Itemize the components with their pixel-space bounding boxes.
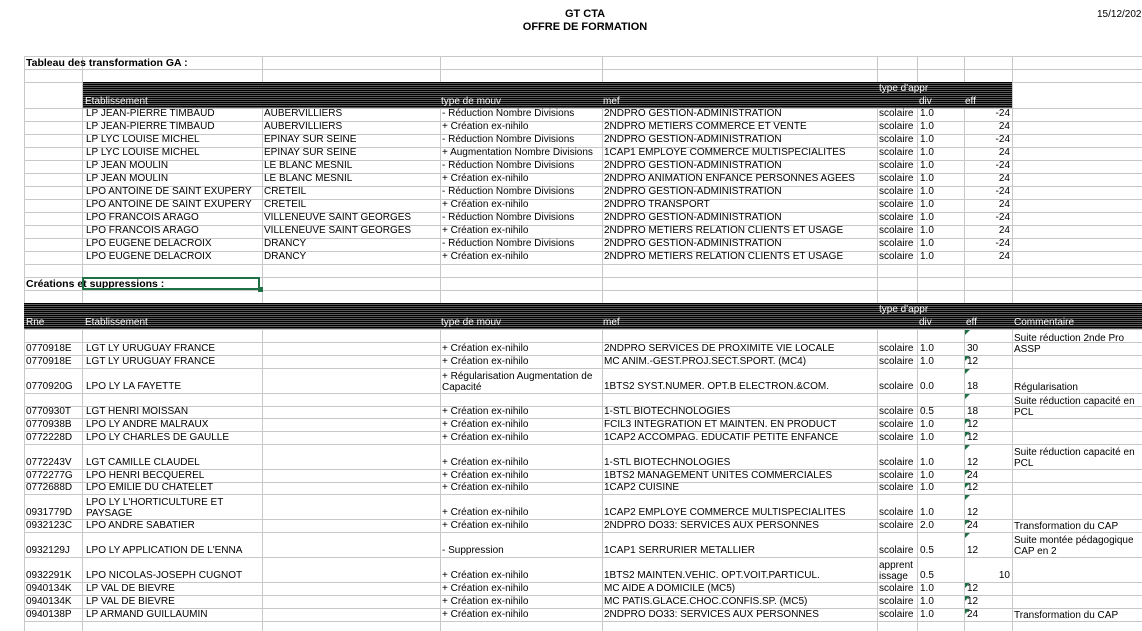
cell-eff: 10 bbox=[998, 570, 1010, 581]
cell-etablissement: LP VAL DE BIEVRE bbox=[86, 596, 175, 607]
cell-type-appr: scolaire bbox=[879, 343, 914, 354]
cell-type-appr: scolaire bbox=[879, 381, 914, 392]
cell-mef: 1CAP1 EMPLOYE COMMERCE MULTISPECIALITES bbox=[604, 147, 846, 158]
cell-type-appr: scolaire bbox=[879, 583, 914, 594]
cell-commentaire: Suite réduction capacité en PCL bbox=[1014, 396, 1135, 418]
cell-mef: MC ANIM.-GEST.PROJ.SECT.SPORT. (MC4) bbox=[604, 356, 807, 367]
cell-warning-triangle[interactable] bbox=[965, 432, 970, 437]
cell-type-mouv: + Création ex-nihilo bbox=[442, 121, 529, 132]
cell-commune: LE BLANC MESNIL bbox=[264, 160, 353, 171]
cell-div: 1.0 bbox=[920, 212, 934, 223]
cell-eff: 24 bbox=[967, 520, 979, 531]
cell-type-mouv: + Création ex-nihilo bbox=[442, 583, 529, 594]
cell-commentaire: Transformation du CAP bbox=[1014, 610, 1119, 621]
cell-eff: -24 bbox=[995, 108, 1010, 119]
cell-div: 0.5 bbox=[920, 570, 934, 581]
cell-mef: 2NDPRO TRANSPORT bbox=[604, 199, 710, 210]
cell-eff: -24 bbox=[995, 134, 1010, 145]
cell-etablissement: LP LYC LOUISE MICHEL bbox=[86, 147, 200, 158]
cell-mef: 2NDPRO METIERS COMMERCE ET VENTE bbox=[604, 121, 807, 132]
cell-eff: 24 bbox=[998, 199, 1010, 210]
cell-eff: 12 bbox=[967, 507, 979, 518]
cell-type-appr: scolaire bbox=[879, 419, 914, 430]
cell-eff: 18 bbox=[967, 406, 979, 417]
cell-warning-triangle[interactable] bbox=[965, 533, 970, 538]
cell-rne: 0932291K bbox=[26, 570, 72, 581]
cell-commentaire: Suite réduction capacité en PCL bbox=[1014, 447, 1135, 469]
cell-div: 1.0 bbox=[920, 583, 934, 594]
table2-header-rne: Rne bbox=[26, 317, 45, 328]
cell-type-appr: scolaire bbox=[879, 251, 914, 262]
cell-div: 1.0 bbox=[920, 121, 934, 132]
page-subtitle: OFFRE DE FORMATION bbox=[522, 21, 648, 33]
cell-type-appr: scolaire bbox=[879, 432, 914, 443]
cell-mef: 2NDPRO GESTION-ADMINISTRATION bbox=[604, 160, 782, 171]
cell-type-mouv: + Création ex-nihilo bbox=[442, 507, 529, 518]
cell-commune: CRETEIL bbox=[264, 186, 307, 197]
cell-warning-triangle[interactable] bbox=[965, 596, 970, 601]
table1-header-typeapp: type d'appr bbox=[879, 83, 929, 94]
cell-type-mouv: - Réduction Nombre Divisions bbox=[442, 160, 575, 171]
cell-div: 0.5 bbox=[920, 406, 934, 417]
cell-etablissement: LP JEAN-PIERRE TIMBAUD bbox=[86, 121, 215, 132]
cell-commune: EPINAY SUR SEINE bbox=[264, 147, 357, 158]
cell-type-appr: scolaire bbox=[879, 108, 914, 119]
cell-warning-triangle[interactable] bbox=[965, 609, 970, 614]
cell-warning-triangle[interactable] bbox=[965, 470, 970, 475]
cell-div: 1.0 bbox=[920, 173, 934, 184]
cell-rne: 0772228D bbox=[26, 432, 73, 443]
cell-div: 1.0 bbox=[920, 199, 934, 210]
cell-type-mouv: + Création ex-nihilo bbox=[442, 432, 529, 443]
cell-warning-triangle[interactable] bbox=[965, 356, 970, 361]
cell-mef: 1BTS2 SYST.NUMER. OPT.B ELECTRON.&COM. bbox=[604, 381, 830, 392]
cell-type-mouv: + Création ex-nihilo bbox=[442, 356, 529, 367]
cell-div: 1.0 bbox=[920, 507, 934, 518]
print-date: 15/12/202 bbox=[1097, 9, 1142, 20]
cell-warning-triangle[interactable] bbox=[965, 330, 970, 335]
cell-etablissement: LP JEAN-PIERRE TIMBAUD bbox=[86, 108, 215, 119]
cell-commune: EPINAY SUR SEINE bbox=[264, 134, 357, 145]
cell-div: 1.0 bbox=[920, 108, 934, 119]
cell-mef: 2NDPRO DO33: SERVICES AUX PERSONNES bbox=[604, 520, 819, 531]
cell-etablissement: LPO ANDRE SABATIER bbox=[86, 520, 195, 531]
table2-header-type: type de mouv bbox=[441, 317, 502, 328]
cell-mef: 1CAP2 CUISINE bbox=[604, 482, 680, 493]
cell-etablissement: LP VAL DE BIEVRE bbox=[86, 583, 175, 594]
cell-div: 1.0 bbox=[920, 609, 934, 620]
cell-etablissement: LPO ANTOINE DE SAINT EXUPERY bbox=[86, 186, 252, 197]
cell-eff: 12 bbox=[967, 545, 979, 556]
table2-header-mef: mef bbox=[603, 317, 620, 328]
cell-type-mouv: + Création ex-nihilo bbox=[442, 457, 529, 468]
cell-type-appr: scolaire bbox=[879, 406, 914, 417]
cell-eff: -24 bbox=[995, 238, 1010, 249]
cell-mef: MC AIDE A DOMICILE (MC5) bbox=[604, 583, 736, 594]
cell-mef: 1BTS2 MAINTEN.VEHIC. OPT.VOIT.PARTICUL. bbox=[604, 570, 820, 581]
cell-type-mouv: + Création ex-nihilo bbox=[442, 520, 529, 531]
cell-type-mouv: + Création ex-nihilo bbox=[442, 609, 529, 620]
table1-header-type: type de mouv bbox=[441, 96, 502, 107]
cell-mef: 2NDPRO SERVICES DE PROXIMITE VIE LOCALE bbox=[604, 343, 835, 354]
cell-type-mouv: + Création ex-nihilo bbox=[442, 570, 529, 581]
cell-mef: 2NDPRO GESTION-ADMINISTRATION bbox=[604, 108, 782, 119]
cell-mef: 1BTS2 MANAGEMENT UNITES COMMERCIALES bbox=[604, 470, 833, 481]
cell-type-mouv: + Augmentation Nombre Divisions bbox=[442, 147, 593, 158]
cell-eff: 12 bbox=[967, 419, 979, 430]
cell-etablissement: LPO HENRI BECQUEREL bbox=[86, 470, 205, 481]
cell-etablissement: LPO LY ANDRE MALRAUX bbox=[86, 419, 209, 430]
cell-type-appr: scolaire bbox=[879, 482, 914, 493]
cell-type-mouv: + Création ex-nihilo bbox=[442, 343, 529, 354]
cell-eff: 24 bbox=[998, 147, 1010, 158]
cell-div: 1.0 bbox=[920, 134, 934, 145]
cell-div: 0.0 bbox=[920, 381, 934, 392]
cell-div: 1.0 bbox=[920, 470, 934, 481]
cell-div: 1.0 bbox=[920, 356, 934, 367]
cell-type-mouv: - Réduction Nombre Divisions bbox=[442, 108, 575, 119]
cell-eff: -24 bbox=[995, 212, 1010, 223]
cell-mef: MC PATIS.GLACE.CHOC.CONFIS.SP. (MC5) bbox=[604, 596, 808, 607]
table2-header-eff: eff bbox=[966, 317, 977, 328]
cell-type-appr: scolaire bbox=[879, 238, 914, 249]
cell-rne: 0770920G bbox=[26, 381, 73, 392]
cell-eff: 12 bbox=[967, 583, 979, 594]
selected-cell[interactable] bbox=[82, 277, 260, 290]
cell-div: 1.0 bbox=[920, 432, 934, 443]
cell-warning-triangle[interactable] bbox=[965, 483, 970, 488]
cell-rne: 0772688D bbox=[26, 482, 73, 493]
cell-type-appr: scolaire bbox=[879, 507, 914, 518]
cell-type-mouv: + Création ex-nihilo bbox=[442, 406, 529, 417]
cell-commentaire: Suite réduction 2nde Pro ASSP bbox=[1014, 333, 1125, 355]
cell-rne: 0772243V bbox=[26, 457, 72, 468]
cell-div: 1.0 bbox=[920, 147, 934, 158]
cell-etablissement: LGT LY URUGUAY FRANCE bbox=[86, 343, 216, 354]
cell-commune: DRANCY bbox=[264, 238, 307, 249]
cell-type-appr: scolaire bbox=[879, 470, 914, 481]
cell-commentaire: Régularisation bbox=[1014, 382, 1078, 393]
cell-commune: AUBERVILLIERS bbox=[264, 121, 343, 132]
cell-type-appr: scolaire bbox=[879, 225, 914, 236]
cell-type-mouv: + Création ex-nihilo bbox=[442, 225, 529, 236]
cell-type-mouv: + Création ex-nihilo bbox=[442, 596, 529, 607]
cell-div: 2.0 bbox=[920, 520, 934, 531]
cell-type-appr: scolaire bbox=[879, 457, 914, 468]
cell-mef: FCIL3 INTEGRATION ET MAINTEN. EN PRODUCT bbox=[604, 419, 837, 430]
cell-eff: 24 bbox=[967, 609, 979, 620]
cell-type-appr: scolaire bbox=[879, 520, 914, 531]
cell-type-appr: scolaire bbox=[879, 134, 914, 145]
cell-rne: 0940138P bbox=[26, 609, 72, 620]
cell-mef: 2NDPRO METIERS RELATION CLIENTS ET USAGE bbox=[604, 225, 844, 236]
cell-etablissement: LP ARMAND GUILLAUMIN bbox=[86, 609, 208, 620]
cell-etablissement: LP JEAN MOULIN bbox=[86, 173, 169, 184]
cell-type-mouv: - Réduction Nombre Divisions bbox=[442, 186, 575, 197]
cell-eff: -24 bbox=[995, 186, 1010, 197]
cell-type-mouv: + Création ex-nihilo bbox=[442, 419, 529, 430]
cell-commune: DRANCY bbox=[264, 251, 307, 262]
table1-header-mef: mef bbox=[603, 96, 620, 107]
cell-rne: 0770918E bbox=[26, 343, 72, 354]
cell-eff: 12 bbox=[967, 356, 979, 367]
cell-warning-triangle[interactable] bbox=[965, 445, 970, 450]
table2-header-row bbox=[24, 303, 1142, 329]
cell-div: 1.0 bbox=[920, 238, 934, 249]
cell-mef: 2NDPRO DO33: SERVICES AUX PERSONNES bbox=[604, 609, 819, 620]
cell-mef: 2NDPRO GESTION-ADMINISTRATION bbox=[604, 212, 782, 223]
fill-handle[interactable] bbox=[258, 287, 263, 292]
cell-commune: AUBERVILLIERS bbox=[264, 108, 343, 119]
section-title-transformations: Tableau des transformation GA : bbox=[26, 57, 188, 69]
cell-mef: 1CAP2 EMPLOYE COMMERCE MULTISPECIALITES bbox=[604, 507, 846, 518]
cell-rne: 0932129J bbox=[26, 545, 70, 556]
cell-etablissement: LP JEAN MOULIN bbox=[86, 160, 169, 171]
cell-warning-triangle[interactable] bbox=[965, 419, 970, 424]
cell-type-mouv: + Création ex-nihilo bbox=[442, 173, 529, 184]
cell-warning-triangle[interactable] bbox=[965, 583, 970, 588]
cell-type-mouv: + Création ex-nihilo bbox=[442, 470, 529, 481]
cell-type-appr: scolaire bbox=[879, 596, 914, 607]
cell-eff: 24 bbox=[998, 225, 1010, 236]
cell-type-appr: scolaire bbox=[879, 212, 914, 223]
cell-etablissement: LPO NICOLAS-JOSEPH CUGNOT bbox=[86, 570, 243, 581]
cell-div: 1.0 bbox=[920, 186, 934, 197]
cell-eff: 12 bbox=[967, 482, 979, 493]
cell-rne: 0770930T bbox=[26, 406, 72, 417]
table2-header-etab: Etablissement bbox=[85, 317, 148, 328]
cell-etablissement: LP LYC LOUISE MICHEL bbox=[86, 134, 200, 145]
cell-type-appr: scolaire bbox=[879, 121, 914, 132]
cell-eff: 12 bbox=[967, 432, 979, 443]
cell-mef: 1-STL BIOTECHNOLOGIES bbox=[604, 457, 731, 468]
cell-etablissement: LPO FRANCOIS ARAGO bbox=[86, 225, 199, 236]
cell-commentaire: Suite montée pédagogique CAP en 2 bbox=[1014, 535, 1134, 557]
table1-header-eff: eff bbox=[965, 96, 976, 107]
cell-etablissement: LPO FRANCOIS ARAGO bbox=[86, 212, 199, 223]
cell-mef: 2NDPRO ANIMATION ENFANCE PERSONNES AGEES bbox=[604, 173, 855, 184]
cell-div: 1.0 bbox=[920, 160, 934, 171]
table2-header-div: div bbox=[919, 317, 932, 328]
cell-mef: 1-STL BIOTECHNOLOGIES bbox=[604, 406, 731, 417]
cell-div: 1.0 bbox=[920, 457, 934, 468]
cell-rne: 0931779D bbox=[26, 507, 73, 518]
cell-warning-triangle[interactable] bbox=[965, 369, 970, 374]
cell-type-mouv: - Suppression bbox=[442, 545, 504, 556]
cell-div: 1.0 bbox=[920, 482, 934, 493]
cell-type-appr: scolaire bbox=[879, 147, 914, 158]
cell-type-appr: scolaire bbox=[879, 545, 914, 556]
cell-etablissement: LPO LY APPLICATION DE L'ENNA bbox=[86, 545, 243, 556]
cell-div: 1.0 bbox=[920, 251, 934, 262]
cell-mef: 2NDPRO METIERS RELATION CLIENTS ET USAGE bbox=[604, 251, 844, 262]
cell-type-mouv: + Création ex-nihilo bbox=[442, 251, 529, 262]
cell-commune: CRETEIL bbox=[264, 199, 307, 210]
cell-etablissement: LGT CAMILLE CLAUDEL bbox=[86, 457, 200, 468]
cell-type-appr: scolaire bbox=[879, 609, 914, 620]
cell-rne: 0770918E bbox=[26, 356, 72, 367]
cell-commentaire: Transformation du CAP bbox=[1014, 521, 1119, 532]
table1-header-etab: Etablissement bbox=[85, 96, 148, 107]
cell-div: 1.0 bbox=[920, 419, 934, 430]
cell-etablissement: LGT LY URUGUAY FRANCE bbox=[86, 356, 216, 367]
cell-type-mouv: - Réduction Nombre Divisions bbox=[442, 134, 575, 145]
cell-div: 0.5 bbox=[920, 545, 934, 556]
cell-type-mouv: + Régularisation Augmentation de Capacité bbox=[442, 371, 593, 393]
cell-rne: 0940134K bbox=[26, 596, 72, 607]
cell-etablissement: LPO EUGENE DELACROIX bbox=[86, 238, 212, 249]
cell-eff: 12 bbox=[967, 596, 979, 607]
cell-etablissement: LPO LY LA FAYETTE bbox=[86, 381, 182, 392]
cell-warning-triangle[interactable] bbox=[965, 394, 970, 399]
page-title: GT CTA bbox=[564, 8, 606, 20]
table2-header-typeapp: type d'appr bbox=[879, 304, 929, 315]
cell-warning-triangle[interactable] bbox=[965, 495, 970, 500]
section-title-creations: Créations et suppressions : bbox=[26, 278, 165, 290]
cell-etablissement: LPO LY CHARLES DE GAULLE bbox=[86, 432, 230, 443]
cell-type-appr: scolaire bbox=[879, 173, 914, 184]
cell-type-mouv: + Création ex-nihilo bbox=[442, 199, 529, 210]
cell-etablissement: LGT HENRI MOISSAN bbox=[86, 406, 189, 417]
cell-eff: 24 bbox=[998, 251, 1010, 262]
cell-etablissement: LPO EUGENE DELACROIX bbox=[86, 251, 212, 262]
cell-mef: 1CAP2 ACCOMPAG. EDUCATIF PETITE ENFANCE bbox=[604, 432, 839, 443]
cell-eff: 24 bbox=[998, 121, 1010, 132]
cell-mef: 2NDPRO GESTION-ADMINISTRATION bbox=[604, 134, 782, 145]
cell-type-appr: apprentissage bbox=[879, 560, 913, 582]
cell-type-appr: scolaire bbox=[879, 199, 914, 210]
cell-rne: 0770938B bbox=[26, 419, 72, 430]
table2-header-comment: Commentaire bbox=[1014, 317, 1075, 328]
cell-eff: 12 bbox=[967, 457, 979, 468]
cell-type-mouv: + Création ex-nihilo bbox=[442, 482, 529, 493]
cell-div: 1.0 bbox=[920, 343, 934, 354]
cell-etablissement: LPO LY L'HORTICULTURE ET PAYSAGE bbox=[86, 497, 224, 519]
cell-etablissement: LPO EMILIE DU CHATELET bbox=[86, 482, 214, 493]
cell-rne: 0932123C bbox=[26, 520, 73, 531]
cell-commune: VILLENEUVE SAINT GEORGES bbox=[264, 225, 412, 236]
cell-rne: 0772277G bbox=[26, 470, 73, 481]
cell-eff: 24 bbox=[967, 470, 979, 481]
table1-header-row bbox=[83, 82, 1012, 108]
cell-eff: 24 bbox=[998, 173, 1010, 184]
cell-div: 1.0 bbox=[920, 596, 934, 607]
cell-etablissement: LPO ANTOINE DE SAINT EXUPERY bbox=[86, 199, 252, 210]
table1-header-div: div bbox=[919, 96, 932, 107]
cell-mef: 2NDPRO GESTION-ADMINISTRATION bbox=[604, 186, 782, 197]
cell-type-appr: scolaire bbox=[879, 186, 914, 197]
cell-type-appr: scolaire bbox=[879, 160, 914, 171]
cell-commune: LE BLANC MESNIL bbox=[264, 173, 353, 184]
cell-type-appr: scolaire bbox=[879, 356, 914, 367]
cell-mef: 1CAP1 SERRURIER METALLIER bbox=[604, 545, 755, 556]
cell-div: 1.0 bbox=[920, 225, 934, 236]
cell-eff: 18 bbox=[967, 381, 979, 392]
cell-eff: 30 bbox=[967, 343, 979, 354]
cell-rne: 0940134K bbox=[26, 583, 72, 594]
cell-type-mouv: - Réduction Nombre Divisions bbox=[442, 238, 575, 249]
cell-mef: 2NDPRO GESTION-ADMINISTRATION bbox=[604, 238, 782, 249]
cell-warning-triangle[interactable] bbox=[965, 520, 970, 525]
cell-commune: VILLENEUVE SAINT GEORGES bbox=[264, 212, 412, 223]
cell-eff: -24 bbox=[995, 160, 1010, 171]
cell-type-mouv: - Réduction Nombre Divisions bbox=[442, 212, 575, 223]
